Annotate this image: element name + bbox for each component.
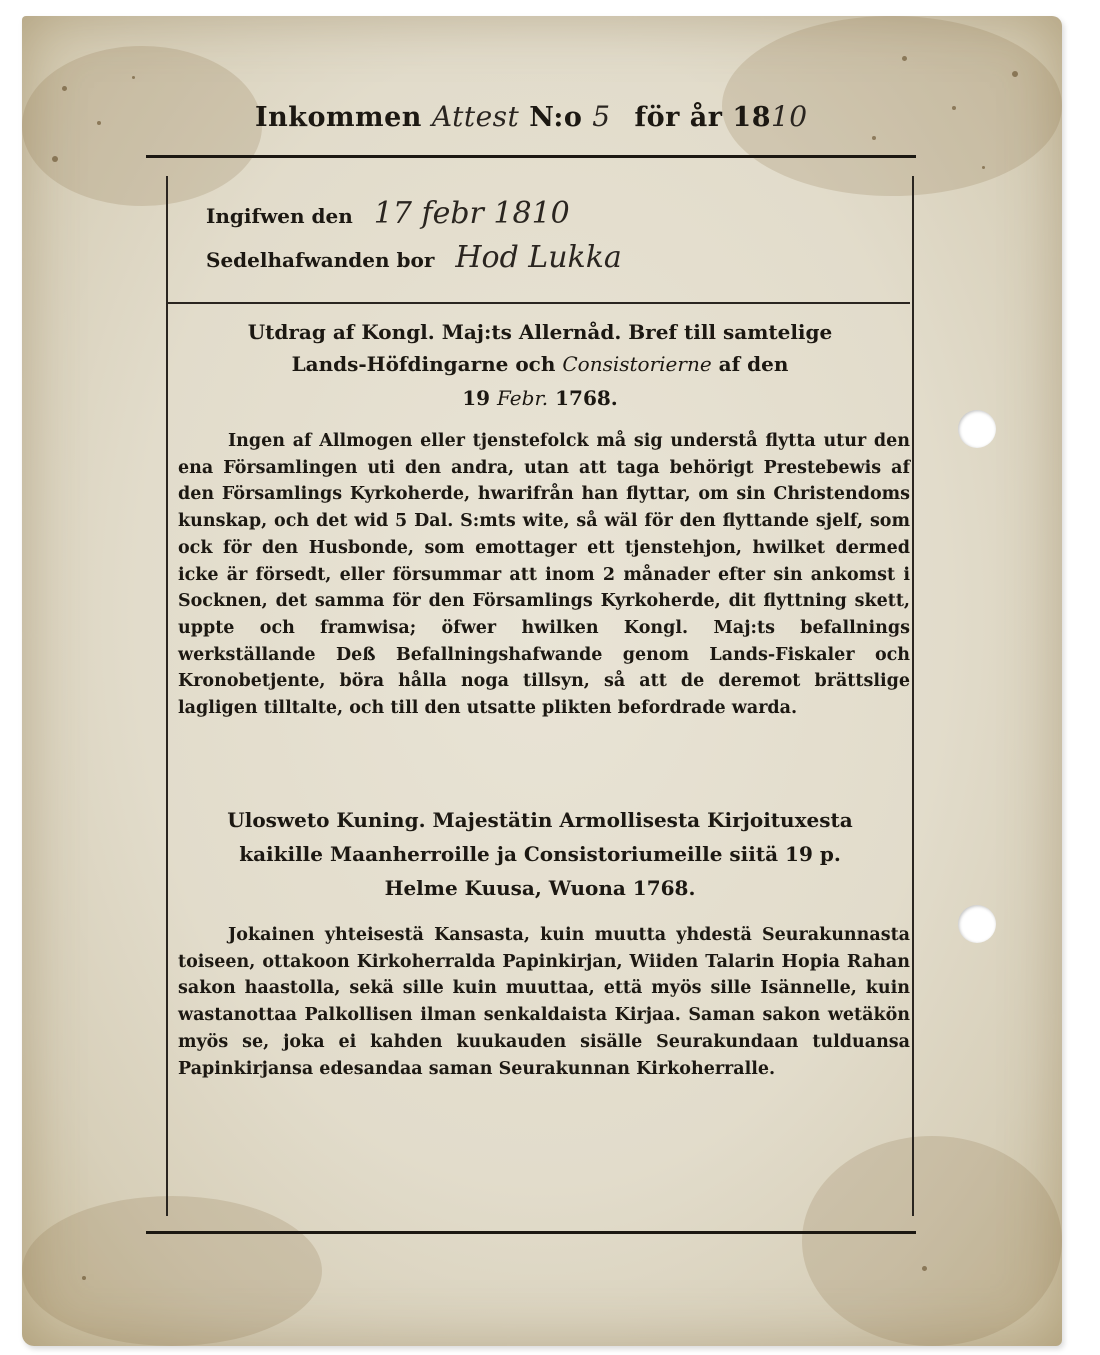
residence-row bbox=[206, 240, 886, 280]
swedish-title-3a: 19 bbox=[462, 386, 491, 410]
foxing-spot bbox=[902, 56, 907, 61]
foxing-spot bbox=[132, 76, 135, 79]
submitted-value: 17 febr 1810 bbox=[373, 196, 570, 231]
foxing-spot bbox=[1012, 71, 1018, 77]
foxing-spot bbox=[982, 166, 985, 169]
swedish-body: Ingen af Allmogen eller tjenstefolck må sig understå flytta utur den ena Församlingen uti den andra, utan att taga behörigt Prestebewis af den Församlings Kyrkoherde, hwarifrån han flyttar, om sin Christendoms kunskap, och det wid 5 Dal. S:mts wite, så wäl för den flyttande sjelf, som ock för den Husbonde, som emottager ett tjenstehjon, hwilket dermed icke är försedt, eller försummar att inom 2 månader efter sin ankomst i Socknen, det samma för den Församlings Kyrkoherde, dit flyttning skett, uppte och framwisa; öfwer hwilken Kongl. Maj:ts befallnings werkställande Deß Befallningshafwande genom Lands-Fiskaler och Kronobetjente, böra hålla noga tillsyn, så att de deremot brättslige lagligen tilltalte, och till den utsatte plikten befordrade warda. bbox=[178, 431, 910, 719]
form-box bbox=[166, 176, 910, 304]
finnish-title-line-1: Ulosweto Kuning. Majestätin Armollisesta Kirjoituxesta bbox=[227, 808, 853, 832]
header-suffix: för år bbox=[634, 102, 723, 133]
header-year-handwritten: 10 bbox=[770, 100, 808, 133]
swedish-title-line-1: Utdrag af Kongl. Maj:ts Allernåd. Bref till samtelige bbox=[247, 320, 833, 344]
submitted-row bbox=[206, 196, 886, 236]
foxing-spot bbox=[97, 121, 101, 125]
foxing-spot bbox=[952, 106, 956, 110]
finnish-title-line-3: Helme Kuusa, Wuona 1768. bbox=[384, 876, 696, 900]
foxing-spot bbox=[82, 1276, 86, 1280]
swedish-title-line-2 bbox=[166, 352, 914, 376]
swedish-title-2a: Lands-Höfdingarne och bbox=[291, 352, 556, 376]
binder-hole bbox=[958, 410, 996, 448]
swedish-title-3-italic: Febr. bbox=[497, 386, 549, 410]
foxing-spot bbox=[62, 86, 67, 91]
foxing-spot bbox=[922, 1266, 927, 1271]
submitted-label: Ingifwen den bbox=[206, 204, 353, 228]
header-prefix: Inkommen bbox=[255, 102, 422, 133]
swedish-title-3b: 1768. bbox=[555, 386, 618, 410]
header-handwritten-attest: Attest bbox=[431, 100, 520, 133]
header-number-label: N:o bbox=[529, 102, 583, 133]
foxing-spot bbox=[52, 156, 58, 162]
header-year-printed: 18 bbox=[732, 102, 771, 133]
residence-value: Hod Lukka bbox=[455, 240, 622, 275]
residence-label: Sedelhafwanden bor bbox=[206, 248, 435, 272]
document-header bbox=[255, 100, 855, 160]
swedish-title-line-3 bbox=[166, 386, 914, 410]
header-handwritten-number: 5 bbox=[592, 100, 611, 133]
finnish-body: Jokainen yhteisestä Kansasta, kuin muutta yhdestä Seurakunnasta toiseen, ottakoon Kirkoherralda Papinkirjan, Wiiden Talarin Hopia Rahan sakon haastolla, sekä sille kuin muuttaa, että myös sille Isännelle, kuin wastanottaa Palkollisen ilman senkaldaista Kirjaa. Saman sakon wetäkön myös se, joka ei kahden kuukauden sisälle Seurakundaan tulduansa Papinkirjansa edesandaa saman Seurakunnan Kirkoherralle. bbox=[178, 925, 910, 1079]
binder-hole bbox=[958, 905, 996, 943]
finnish-title-line-2: kaikille Maanherroille ja Consistoriumeille siitä 19 p. bbox=[239, 842, 841, 866]
swedish-title-2-italic: Consistorierne bbox=[562, 352, 712, 376]
foxing-spot bbox=[872, 136, 876, 140]
swedish-title-2b: af den bbox=[718, 352, 789, 376]
